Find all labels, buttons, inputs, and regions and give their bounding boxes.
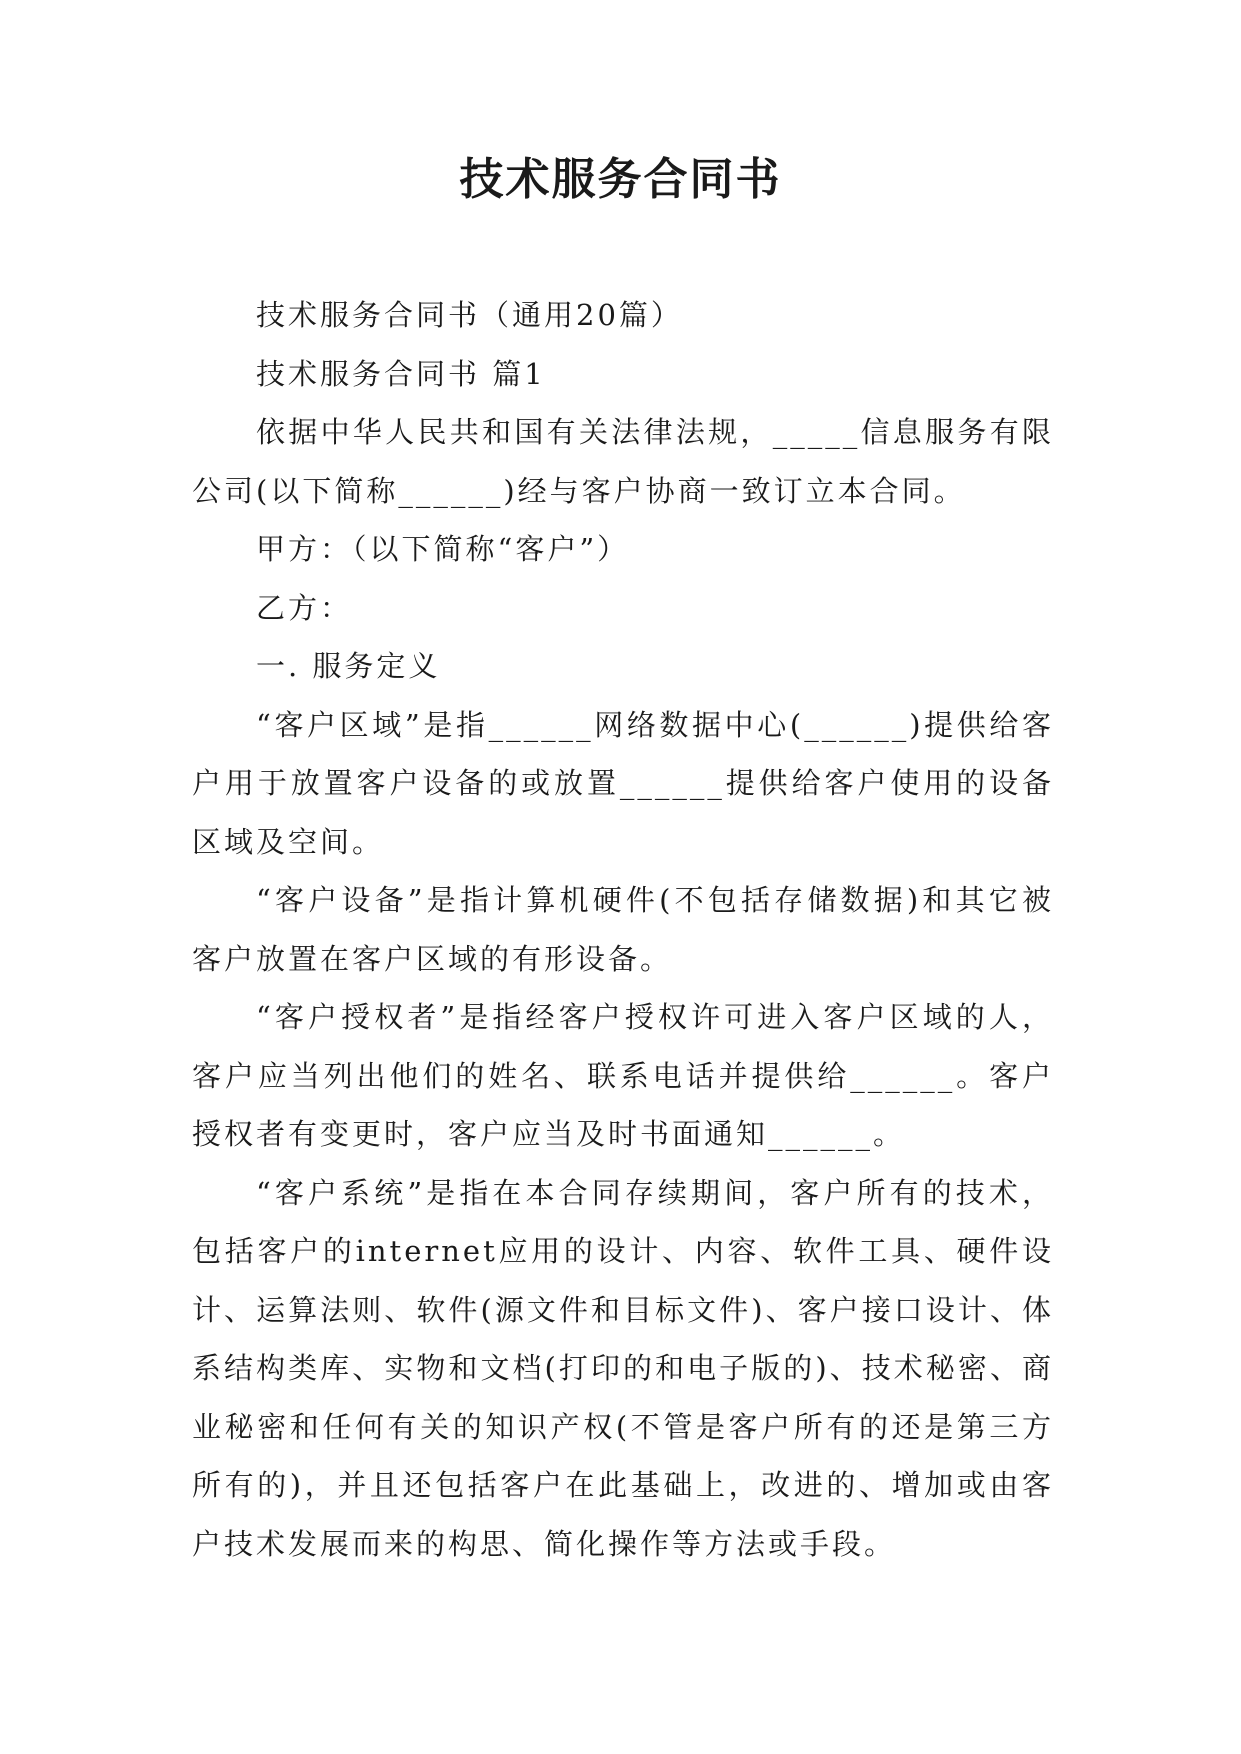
document-body <box>192 286 1054 1573</box>
paragraph-section-heading: 技术服务合同书 篇1 <box>256 356 546 391</box>
paragraph-customer-authorized: “客户授权者”是指经客户授权许可进入客户区域的人，客户应当列出他们的姓名、联系电话并提供给______。客户授权者有变更时，客户应当及时书面通知______。 <box>192 1000 1054 1151</box>
document-title: 技术服务合同书 <box>459 154 782 205</box>
paragraph-customer-equipment: “客户设备”是指计算机硬件(不包括存储数据)和其它被客户放置在客户区域的有形设备。 <box>192 883 1054 976</box>
paragraph-customer-area: “客户区域”是指______网络数据中心(______)提供给客户用于放置客户设备的或放置______提供给客户使用的设备区域及空间。 <box>192 707 1054 859</box>
paragraph-preamble: 依据中华人民共和国有关法律法规，_____信息服务有限公司(以下简称______)经与客户协商一致订立本合同。 <box>192 415 1054 508</box>
paragraph-customer-system: “客户系统”是指在本合同存续期间，客户所有的技术，包括客户的internet应用的设计、内容、软件工具、硬件设计、运算法则、软件(源文件和目标文件)、客户接口设计、体系结构类库、实物和文档(打印的和电子版的)、技术秘密、商业秘密和任何有关的知识产权(不管是客户所有的还是第三方所有的)，并且还包括客户在此基础上，改进的、增加或由客户技术发展而来的构思、简化操作等方法或手段。 <box>192 1175 1054 1561</box>
paragraph-subtitle: 技术服务合同书（通用20篇） <box>256 298 683 332</box>
paragraph-party-b: 乙方： <box>256 590 353 625</box>
paragraph-party-a: 甲方：（以下简称“客户”） <box>256 532 630 566</box>
paragraph-service-definition-heading: 一. 服务定义 <box>256 649 441 683</box>
